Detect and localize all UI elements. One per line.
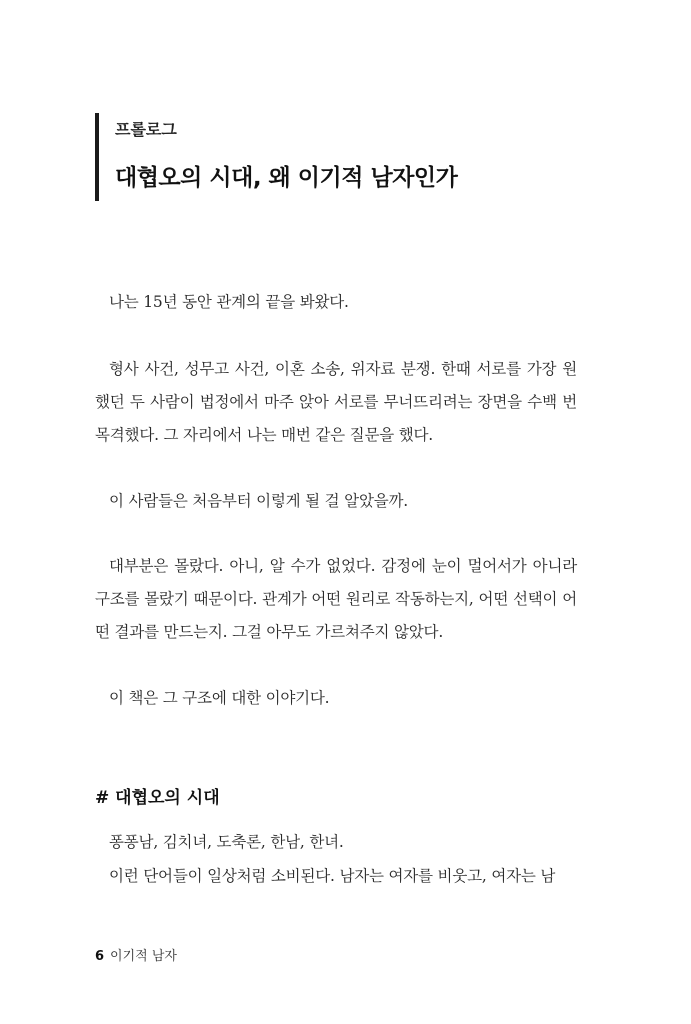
footer-book-title: 이기적 남자 <box>110 949 177 964</box>
page-number: 6 <box>95 949 105 964</box>
body-paragraph-1: 나는 15년 동안 관계의 끝을 봐왔다. <box>109 293 349 311</box>
body-paragraph-2: 형사 사건, 성무고 사건, 이혼 소송, 위자료 분쟁. 한때 서로를 가장 원했던 두 사람이 법정에서 마주 앉아 서로를 무너뜨리려는 장면을 수백 번 목격했다. 그 자리에서 나는 매번 같은 질문을 했다. <box>95 360 577 444</box>
section-line-2: 이런 단어들이 일상처럼 소비된다. 남자는 여자를 비웃고, 여자는 남 <box>109 867 556 885</box>
body-paragraph-5: 이 책은 그 구조에 대한 이야기다. <box>109 689 330 707</box>
body-paragraph-4: 대부분은 몰랐다. 아니, 알 수가 없었다. 감정에 눈이 멀어서가 아니라 구조를 몰랐기 때문이다. 관계가 어떤 원리로 작동하는지, 어떤 선택이 어떤 결과를 만드는지. 그걸 아무도 가르쳐주지 않았다. <box>95 557 577 641</box>
page-footer <box>95 945 177 964</box>
section-line-1: 퐁퐁남, 김치녀, 도축론, 한남, 한녀. <box>109 833 344 851</box>
section-heading: # 대협오의 시대 <box>95 788 220 808</box>
chapter-title: 대협오의 시대, 왜 이기적 남자인가 <box>115 165 458 191</box>
chapter-label: 프롤로그 <box>115 120 177 139</box>
chapter-header <box>95 113 615 201</box>
body-paragraph-3: 이 사람들은 처음부터 이렇게 될 걸 알았을까. <box>109 492 409 510</box>
